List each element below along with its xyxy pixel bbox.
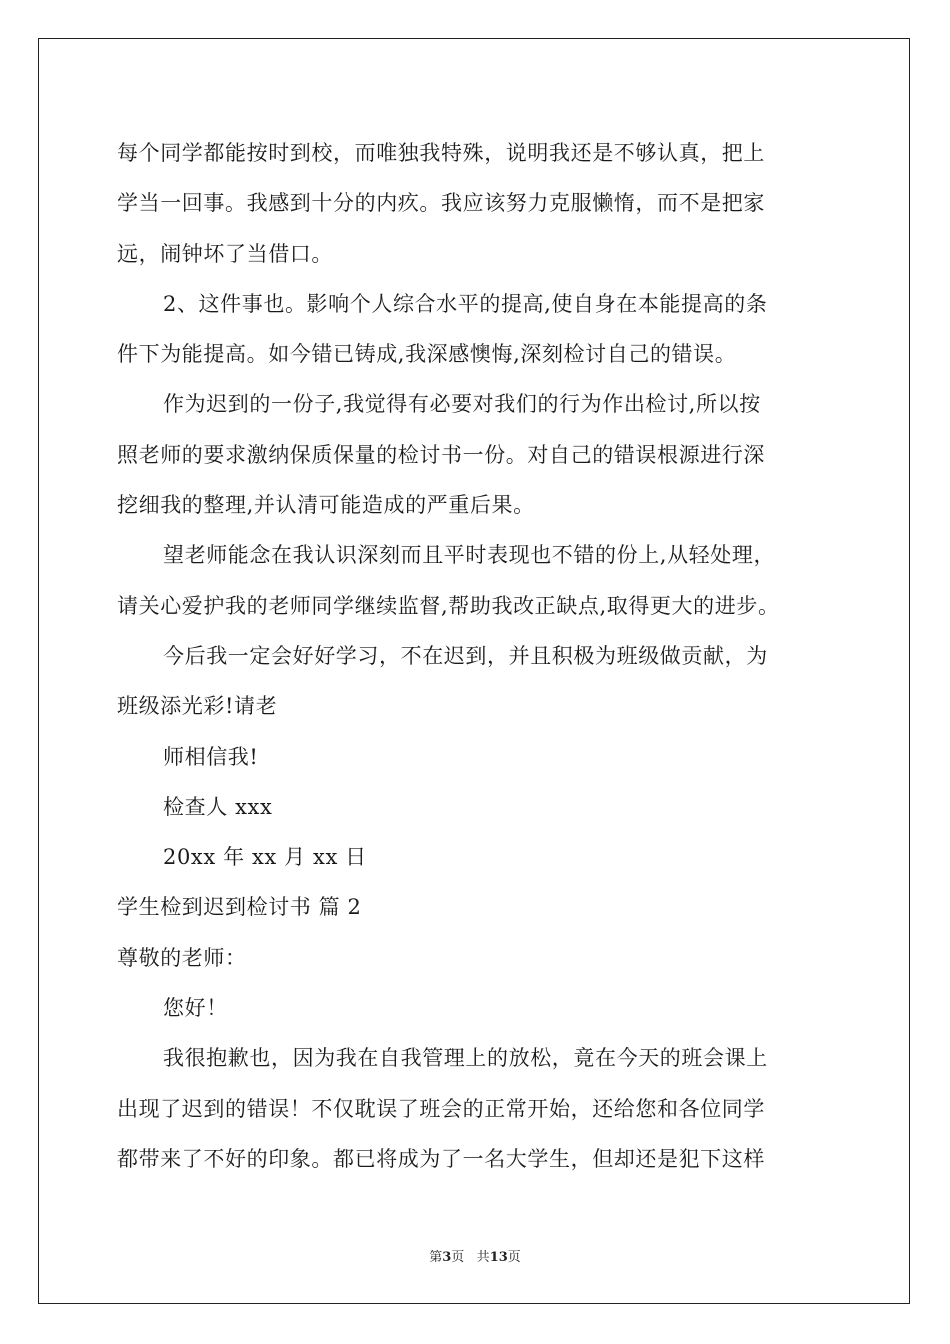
total-prefix: 共: [476, 1250, 490, 1265]
text-line: 学当一回事。我感到十分的内疚。我应该努力克服懒惰，而不是把家: [117, 191, 765, 216]
text-line: 都带来了不好的印象。都已将成为了一名大学生，但却还是犯下这样: [117, 1146, 765, 1171]
text-line: 学生检到迟到检讨书 篇 2: [117, 895, 362, 920]
page-footer: [0, 1246, 950, 1265]
text-line: 2、这件事也。影响个人综合水平的提高,使自身在本能提高的条: [163, 291, 768, 316]
page-suffix: 页: [451, 1250, 465, 1265]
text-line: 件下为能提高。如今错已铸成,我深感懊悔,深刻检讨自己的错误。: [117, 342, 737, 367]
total-pages: 13: [489, 1250, 508, 1265]
document-body: [117, 128, 837, 1184]
total-suffix: 页: [507, 1250, 521, 1265]
text-line: 20xx 年 xx 月 xx 日: [163, 845, 367, 870]
text-line: 远，闹钟坏了当借口。: [117, 241, 333, 266]
page-number: 3: [442, 1250, 452, 1265]
text-line: 照老师的要求激纳保质保量的检讨书一份。对自己的错误根源进行深: [117, 442, 765, 467]
text-line: 尊敬的老师：: [117, 945, 247, 970]
text-line: 您好！: [163, 996, 228, 1021]
text-line: 作为迟到的一份子,我觉得有必要对我们的行为作出检讨,所以按: [163, 392, 761, 417]
page-prefix: 第: [429, 1250, 443, 1265]
text-line: 师相信我!: [163, 744, 259, 769]
text-line: 挖细我的整理,并认清可能造成的严重后果。: [117, 493, 535, 518]
text-line: 请关心爱护我的老师同学继续监督,帮助我改正缺点,取得更大的进步。: [117, 593, 780, 618]
text-line: 今后我一定会好好学习，不在迟到，并且积极为班级做贡献，为: [163, 643, 768, 668]
text-line: 每个同学都能按时到校，而唯独我特殊，说明我还是不够认真，把上: [117, 141, 765, 165]
text-line: 望老师能念在我认识深刻而且平时表现也不错的份上,从轻处理，: [163, 543, 776, 568]
text-line: 出现了迟到的错误！不仅耽误了班会的正常开始，还给您和各位同学: [117, 1096, 765, 1121]
text-line: 班级添光彩!请老: [117, 694, 278, 719]
text-line: 我很抱歉也，因为我在自我管理上的放松，竟在今天的班会课上: [163, 1046, 768, 1071]
text-line: 检查人 xxx: [163, 794, 273, 819]
